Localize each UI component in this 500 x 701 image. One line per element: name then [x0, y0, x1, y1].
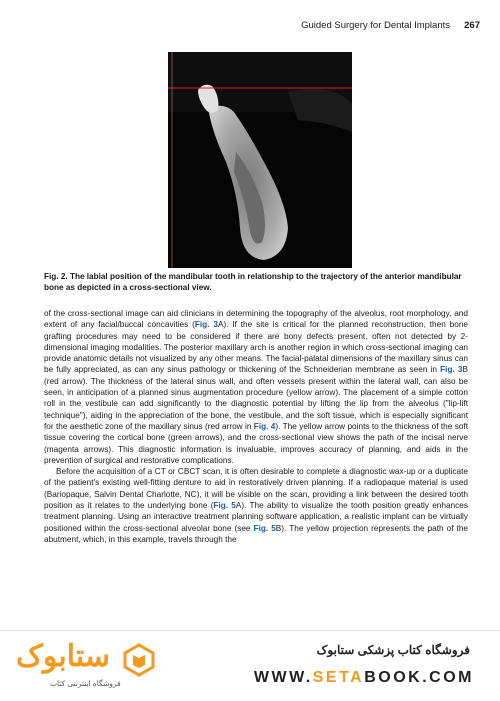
setabook-logo: [16, 639, 166, 695]
figure-caption: [44, 271, 468, 293]
text-run: ). The yellow arrow points to the thickness of the soft tissue covering the cortical bone (green arrows), and the cross-sectional view shows the path of the incisal nerve (magenta arrows). This diagnostic information is invaluable, improves accuracy of planning, and aids in the prevention of surgical and restorative complications.: [44, 421, 468, 465]
watermark-footer: [0, 630, 500, 701]
text-run: B). The yellow projection represents the path of the abutment, which, in this example, travels through the: [44, 523, 469, 544]
paragraph-1: [44, 308, 468, 466]
text-run: B (red arrow). The thickness of the lateral sinus wall, and often vessels present within the lateral wall, can also be seen, in anticipation of a planned sinus augmentation procedure (yellow arrow). The placement of a simple cotton roll in the vestibule can add significantly to the diagnostic potential by lifting the lip from the alveolus ("lip-lift technique"), aiding in the appreciation of the bone, the vestibule, and the soft tissue, which is especially significant for the aesthetic zone of the maxillary sinus (red arrow in: [44, 365, 468, 431]
logo-subtitle: فروشگاه اینترنتی کتاب: [50, 679, 121, 688]
text-run: Before the acquisition of a CT or CBCT scan, it is often desirable to complete a diagnostic wax-up or a duplicate of the patient's existing well-fitting denture to aid in restoratively driven planning. If a radiopaque material is used (Bariopaque, Salvin Dental Charlotte, NC), it will be visible on the scan, providing a link between the desired tooth position as it relates to the underlying bone (: [44, 467, 468, 511]
figure-reference-link[interactable]: Fig. 5: [253, 523, 276, 533]
page-number: 267: [464, 20, 480, 31]
text-run: of the cross-sectional image can aid clinicians in determining the topography of the alveolus, root morphology, and extent of any facial/buccal concavities (: [44, 309, 468, 330]
running-header-title: Guided Surgery for Dental Implants: [301, 20, 450, 31]
logo-text: ستابوک: [16, 640, 111, 673]
url-prefix: WWW.: [253, 669, 313, 686]
figure-reference-link[interactable]: Fig. 3: [440, 365, 463, 375]
figure-label: Fig. 2.: [44, 272, 68, 281]
hexagon-book-icon: [122, 643, 156, 677]
figure-reference-link[interactable]: Fig. 3: [194, 320, 218, 330]
body-text: [44, 308, 468, 545]
paragraph-2: [44, 466, 468, 545]
figure-caption-text: The labial position of the mandibular tooth in relationship to the trajectory of the anterior mandibular bone as depicted in a cross-sectional view.: [44, 272, 462, 292]
figure-reference-link[interactable]: Fig. 5: [213, 501, 236, 511]
store-name: فروشگاه کتاب پزشکی ستابوک: [316, 643, 470, 657]
text-run: A). If the site is critical for the planned reconstruction, then bone grafting procedures may need to be considered if there are bony defects present, often not detected by 2-dimensional imaging modalities. The posterior maxillary arch is another region in which cross-sectional imaging can provide anatomic details not visualized by any other means. The facial-palatal dimensions of the maxillary sinus can be fully appreciated, as can any sinus pathology or thickening of the Schneiderian membrane as seen in: [44, 320, 468, 375]
running-header: [0, 20, 500, 34]
figure-ct-cross-section: [168, 52, 352, 268]
store-url[interactable]: [254, 669, 474, 687]
text-run: A). The ability to visualize the tooth position greatly enhances treatment planning. Using an interactive treatment planning software application, a realistic implant can be virtually positioned within the cross-sectional alveolar bone (see: [44, 501, 468, 533]
url-suffix: BOOK.COM: [364, 669, 474, 686]
figure-reference-link[interactable]: Fig. 4: [253, 421, 276, 431]
ct-scan-image: [168, 52, 352, 268]
url-highlight: SETA: [312, 669, 365, 686]
